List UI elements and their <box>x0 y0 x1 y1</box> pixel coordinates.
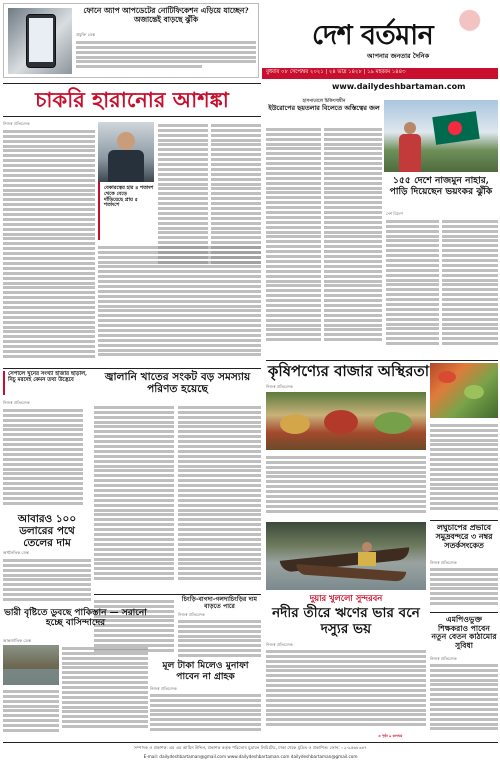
rule <box>430 520 498 521</box>
website[interactable]: www.dailydeshbartaman.com <box>332 82 466 91</box>
pakistan-body-2 <box>3 688 59 736</box>
sundarbans-boat-photo <box>266 522 426 590</box>
sundarbans-byline: নিজস্ব প্রতিবেদক <box>266 642 293 647</box>
footer-rule <box>3 742 498 743</box>
rule <box>3 116 261 117</box>
rule <box>3 368 261 369</box>
agri-body <box>266 454 426 518</box>
cash-byline: নিজস্ব প্রতিবেদক <box>150 686 177 691</box>
nazmun-nahar-body <box>386 218 439 356</box>
shrimp-headline[interactable]: চিংড়ি-বাগদা-গলদাচিংড়ির দাম বাড়তে পারে <box>181 596 258 611</box>
nazmun-nahar-body-2 <box>442 218 498 356</box>
ilish-kicker: হাসপাতালে চিকিৎসাধীন <box>302 99 346 104</box>
cyclone-body <box>430 566 498 610</box>
masthead <box>262 3 498 95</box>
masthead-tagline: আপনার জনতার দৈনিক <box>367 52 430 60</box>
teaser-headline[interactable]: ফোনে অ্যাপ আপডেটের নোটিফিকেশন এড়িয়ে যাচ্ছেন? অজান্তেই বাড়ছে ঝুঁকি <box>83 6 249 24</box>
lead-body-col1 <box>3 128 95 376</box>
rule <box>430 612 498 613</box>
teaser-source: প্রযুক্তি ডেস্ক <box>76 32 96 37</box>
sundarbans-body <box>266 648 426 736</box>
energy-body-col3 <box>178 404 261 590</box>
oil-body <box>3 557 91 605</box>
lead-headline[interactable]: চাকরি হারানোর আশঙ্কা <box>35 87 229 112</box>
shrimp-byline: নিজস্ব প্রতিবেদক <box>178 612 205 617</box>
agri-market-photo <box>266 392 426 450</box>
cyclone-byline: নিজস্ব প্রতিবেদক <box>430 560 457 565</box>
pakistan-byline: আন্তর্জাতিক ডেস্ক <box>3 638 31 643</box>
agri-vegetables-photo <box>430 363 498 418</box>
nazmun-nahar-headline[interactable]: ১৫৫ দেশে নাজমুন নাহার, পাড়ি দিয়েছেন ভয়ংকর ঝুঁকি <box>389 175 493 197</box>
rule <box>266 360 498 361</box>
ilish-headline[interactable]: ইউরোপের ছয়তলার বিলেতে অস্তিত্বের জল <box>268 104 380 112</box>
bangladesh-flag-icon <box>432 111 479 145</box>
pakistan-flood-photo <box>3 645 59 685</box>
rule <box>94 594 261 595</box>
cyclone-headline[interactable]: লঘুচাপের প্রভাবে সমুদ্রবন্দরে ৩ নম্বর সতর্কসংকেত <box>435 523 493 550</box>
rule <box>3 83 261 84</box>
sundarbans-headline[interactable]: নদীর তীরে ঋণের ভার বনে দস্যুর ভয় <box>272 605 420 637</box>
nazmun-nahar-byline: দেশ বিদেশ <box>386 211 403 216</box>
lead-caption-box <box>98 182 154 240</box>
agri-headline[interactable]: কৃষিপণ্যের বাজার অস্থিরতা <box>267 362 430 380</box>
oil-byline: অর্থনৈতিক ডেস্ক <box>3 550 29 555</box>
energy-headline[interactable]: জ্বালানি খাতের সংকট বড় সমস্যায় পরিণত হয়েছে <box>104 371 251 396</box>
energy-body-col2 <box>94 404 174 590</box>
agri-byline: নিজস্ব প্রতিবেদক <box>266 384 293 389</box>
cash-body <box>150 692 261 734</box>
footer-line-2[interactable]: E-mail: dailydeshbartaman@gmail.com www.dailydeshbartaman.com dailydeshbartaman@gmail.com <box>143 754 358 759</box>
lead-body-col23 <box>98 244 261 364</box>
ilish-body <box>266 126 321 356</box>
lead-photo-worried-man <box>98 122 154 182</box>
mpo-headline[interactable]: এমপিওভুক্ত শিক্ষকরাও পাবেন নতুন বেতন কাঠামোর সুবিধা <box>431 615 497 651</box>
continue-label: এ পৃষ্ঠা ৯ কলামে <box>378 734 403 738</box>
teaser-2-box <box>3 371 91 395</box>
mpo-body <box>430 662 498 736</box>
dateline: বুধবার ০৮ সেপ্টেম্বর ২০২১ | ২৪ ভাদ্র ১৪২৮ | ১৯ মহররম ১৪৪৩ <box>266 69 406 75</box>
teaser-body <box>76 39 256 75</box>
oil-headline[interactable]: আবারও ১০০ ডলারের পথে তেলের দাম <box>17 513 77 549</box>
pakistan-headline[interactable]: ভারী বৃষ্টিতে ডুবছে পাকিস্তান — সরানো হচ্ছে বাসিন্দাদের <box>4 608 147 629</box>
teaser-2-headline[interactable]: সেপালে খুনের সংখ্যা হাজার ছাড়াল, নিচু মরদেহ কেমন তথ্য উদ্ভেবে <box>8 371 87 384</box>
footer-line-1: সম্পাদক ও প্রকাশক: এম এম আমিন উদ্দিন, প্রকাশক কর্তৃক পরিতোষ মুদ্রায়ন লিমিটেড, ঢাকা থেকে মুদ্রিত ও প্রকাশিত। ফোন: ০২-৯৫৬৮৩৪৭ <box>133 745 368 750</box>
teaser-box <box>3 3 259 78</box>
energy-body-col1 <box>3 407 83 509</box>
ilish-body-2 <box>324 126 382 356</box>
nazmun-nahar-photo <box>384 100 498 172</box>
agri-body-col <box>430 422 498 518</box>
shrimp-body <box>178 618 261 660</box>
lead-caption: বেকারত্বের হার ৪ শতাংশ থেকে বেড়ে দাঁড়িয়েছে প্রায় ৫ শতাংশে <box>104 185 154 209</box>
pakistan-body <box>62 645 148 737</box>
teaser-phone-photo <box>8 8 72 74</box>
mpo-byline: নিজস্ব প্রতিবেদক <box>430 656 457 661</box>
lead-byline: নিজস্ব প্রতিবেদক <box>3 121 30 126</box>
masthead-name: দেশ বর্তমান <box>312 20 434 51</box>
cash-headline[interactable]: মূল টাকা মিলেও মুনাফা পাবেন না গ্রাহক <box>162 660 249 682</box>
sundarbans-kicker: দুয়ার খুললো সুন্দরবন <box>309 593 383 603</box>
energy-byline: নিজস্ব প্রতিবেদক <box>3 400 30 405</box>
